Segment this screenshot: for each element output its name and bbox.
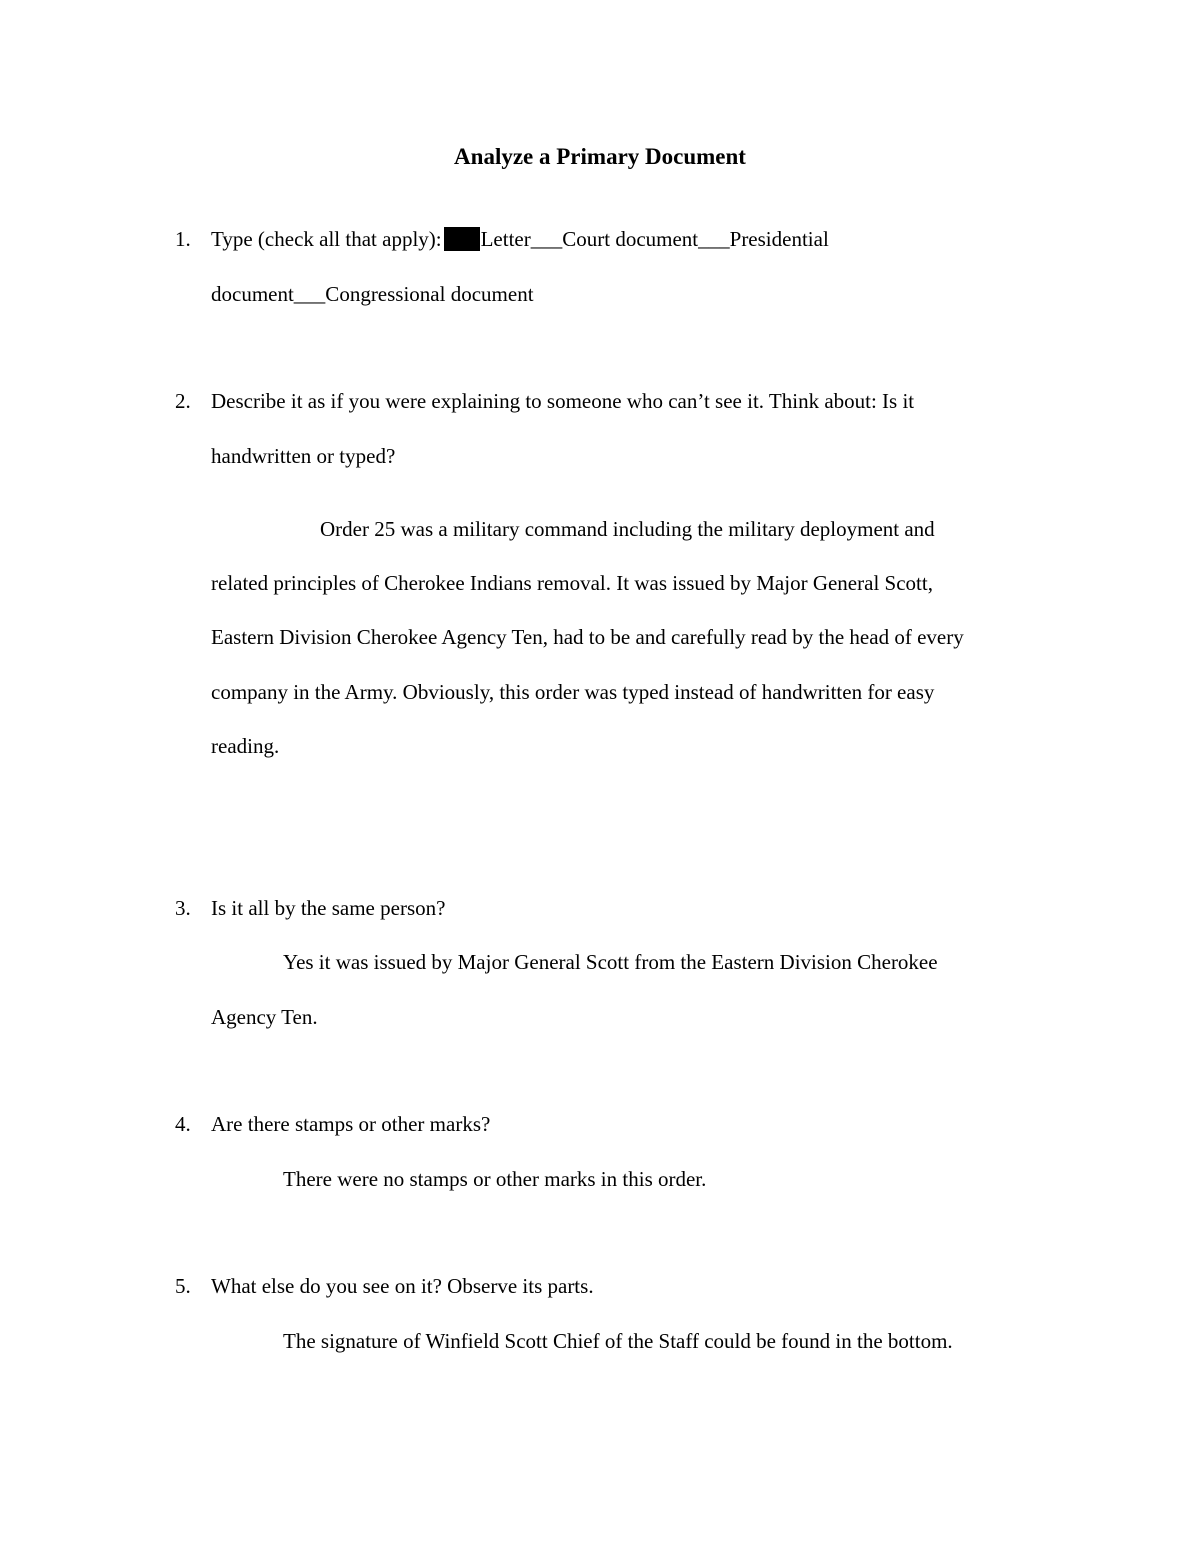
question-2-prompt-line-1: Describe it as if you were explaining to someone who can’t see it. Think about: Is it [211, 389, 915, 413]
question-2-answer-line-5: reading. [211, 734, 280, 758]
question-1-prompt-line-1 [211, 226, 829, 252]
question-5-prompt-line-1: What else do you see on it? Observe its parts. [211, 1274, 594, 1298]
question-2-answer-line-2: related principles of Cherokee Indians removal. It was issued by Major General Scott, [211, 571, 933, 595]
question-2-answer-line-3: Eastern Division Cherokee Agency Ten, had to be and carefully read by the head of every [211, 625, 964, 649]
question-5-answer-line-1: The signature of Winfield Scott Chief of the Staff could be found in the bottom. [283, 1329, 953, 1353]
question-1-prompt-prefix: Type (check all that apply): [211, 227, 442, 251]
page-title: Analyze a Primary Document [454, 144, 746, 169]
question-2-prompt-line-2: handwritten or typed? [211, 444, 396, 468]
question-3-number: 3. [175, 896, 191, 920]
question-3-answer-line-2: Agency Ten. [211, 1005, 318, 1029]
question-3-prompt-line-1: Is it all by the same person? [211, 896, 446, 920]
question-1-number: 1. [175, 227, 191, 251]
question-1-prompt-suffix: Letter___Court document___Presidential [480, 227, 829, 251]
question-5-number: 5. [175, 1274, 191, 1298]
question-4-answer-line-1: There were no stamps or other marks in this order. [283, 1167, 707, 1191]
question-2-answer-line-1: Order 25 was a military command including the military deployment and [320, 517, 935, 541]
question-1-prompt-line-2: document___Congressional document [211, 282, 534, 306]
question-4-number: 4. [175, 1112, 191, 1136]
question-2-number: 2. [175, 389, 191, 413]
question-4-prompt-line-1: Are there stamps or other marks? [211, 1112, 491, 1136]
question-2-answer-line-4: company in the Army. Obviously, this order was typed instead of handwritten for easy [211, 680, 935, 704]
question-3-answer-line-1: Yes it was issued by Major General Scott from the Eastern Division Cherokee [283, 950, 938, 974]
redaction-box [444, 227, 480, 251]
